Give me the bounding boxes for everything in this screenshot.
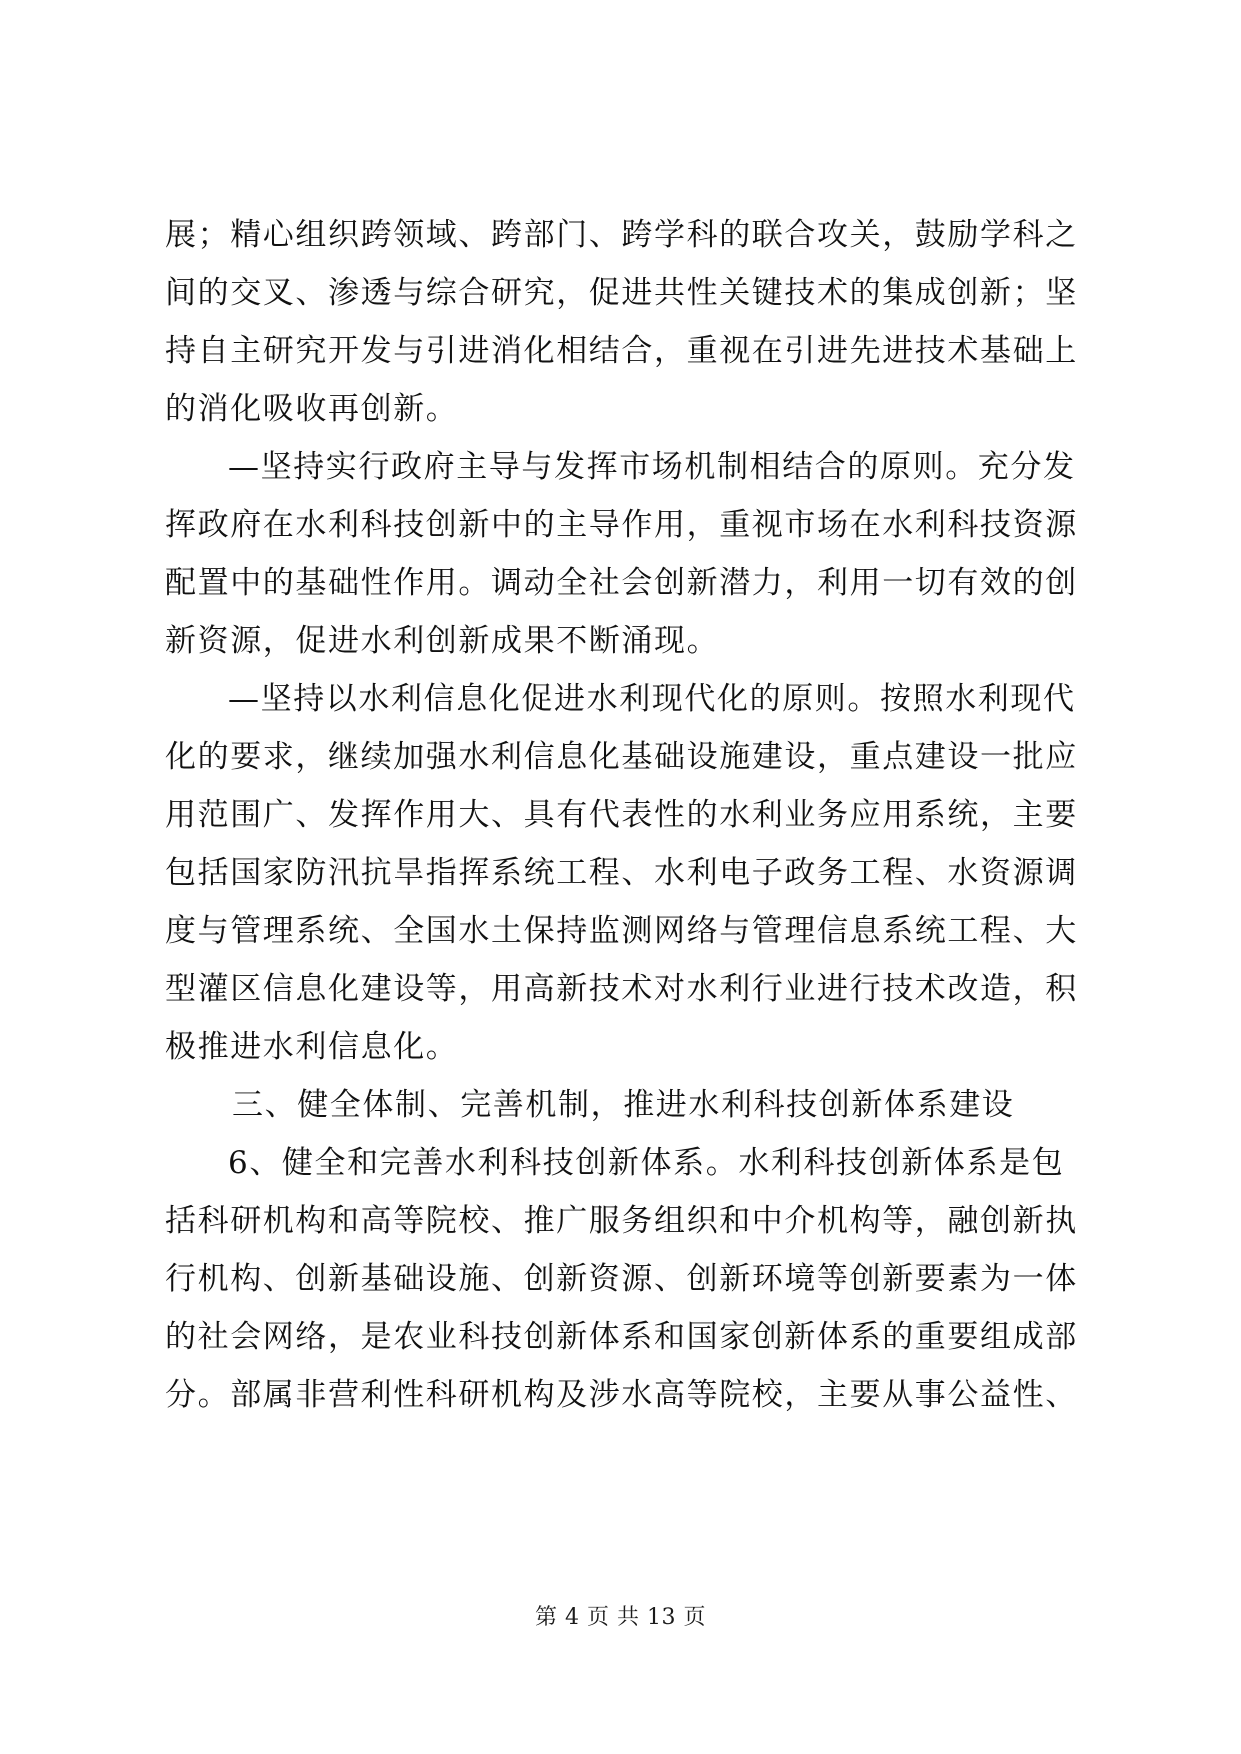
body-text-line: 型灌区信息化建设等，用高新技术对水利行业进行技术改造，积 xyxy=(165,971,1078,1007)
body-text-line: 持自主研究开发与引进消化相结合，重视在引进先进技术基础上 xyxy=(165,333,1078,369)
body-text-line: 新资源，促进水利创新成果不断涌现。 xyxy=(165,623,720,659)
body-text-line: 行机构、创新基础设施、创新资源、创新环境等创新要素为一体 xyxy=(165,1261,1078,1297)
numbered-paragraph-start: 6、健全和完善水利科技创新体系。水利科技创新体系是包 xyxy=(228,1145,1065,1181)
body-text-line: 包括国家防汛抗旱指挥系统工程、水利电子政务工程、水资源调 xyxy=(165,855,1078,891)
body-text-line: 的消化吸收再创新。 xyxy=(165,391,459,427)
principle-paragraph-start: —坚持以水利信息化促进水利现代化的原则。按照水利现代 xyxy=(228,681,1076,717)
body-text-line: 用范围广、发挥作用大、具有代表性的水利业务应用系统，主要 xyxy=(165,797,1078,833)
body-text-line: 展；精心组织跨领域、跨部门、跨学科的联合攻关，鼓励学科之 xyxy=(165,217,1078,253)
body-text-line: 的社会网络，是农业科技创新体系和国家创新体系的重要组成部 xyxy=(165,1319,1078,1355)
body-text-line: 间的交叉、渗透与综合研究，促进共性关键技术的集成创新；坚 xyxy=(165,275,1078,311)
body-text-line: 括科研机构和高等院校、推广服务组织和中介机构等，融创新执 xyxy=(165,1203,1078,1239)
body-text-line: 分。部属非营利性科研机构及涉水高等院校，主要从事公益性、 xyxy=(165,1377,1078,1413)
body-text-line: 极推进水利信息化。 xyxy=(165,1029,459,1065)
body-text-line: 挥政府在水利科技创新中的主导作用，重视市场在水利科技资源 xyxy=(165,507,1078,543)
section-heading: 三、健全体制、完善机制，推进水利科技创新体系建设 xyxy=(232,1087,1015,1123)
body-text-line: 配置中的基础性作用。调动全社会创新潜力，利用一切有效的创 xyxy=(165,565,1078,601)
principle-paragraph-start: —坚持实行政府主导与发挥市场机制相结合的原则。充分发 xyxy=(228,449,1076,485)
body-text-line: 化的要求，继续加强水利信息化基础设施建设，重点建设一批应 xyxy=(165,739,1078,775)
page-number-footer: 第 4 页 共 13 页 xyxy=(535,1605,706,1630)
body-text-line: 度与管理系统、全国水土保持监测网络与管理信息系统工程、大 xyxy=(165,913,1078,949)
